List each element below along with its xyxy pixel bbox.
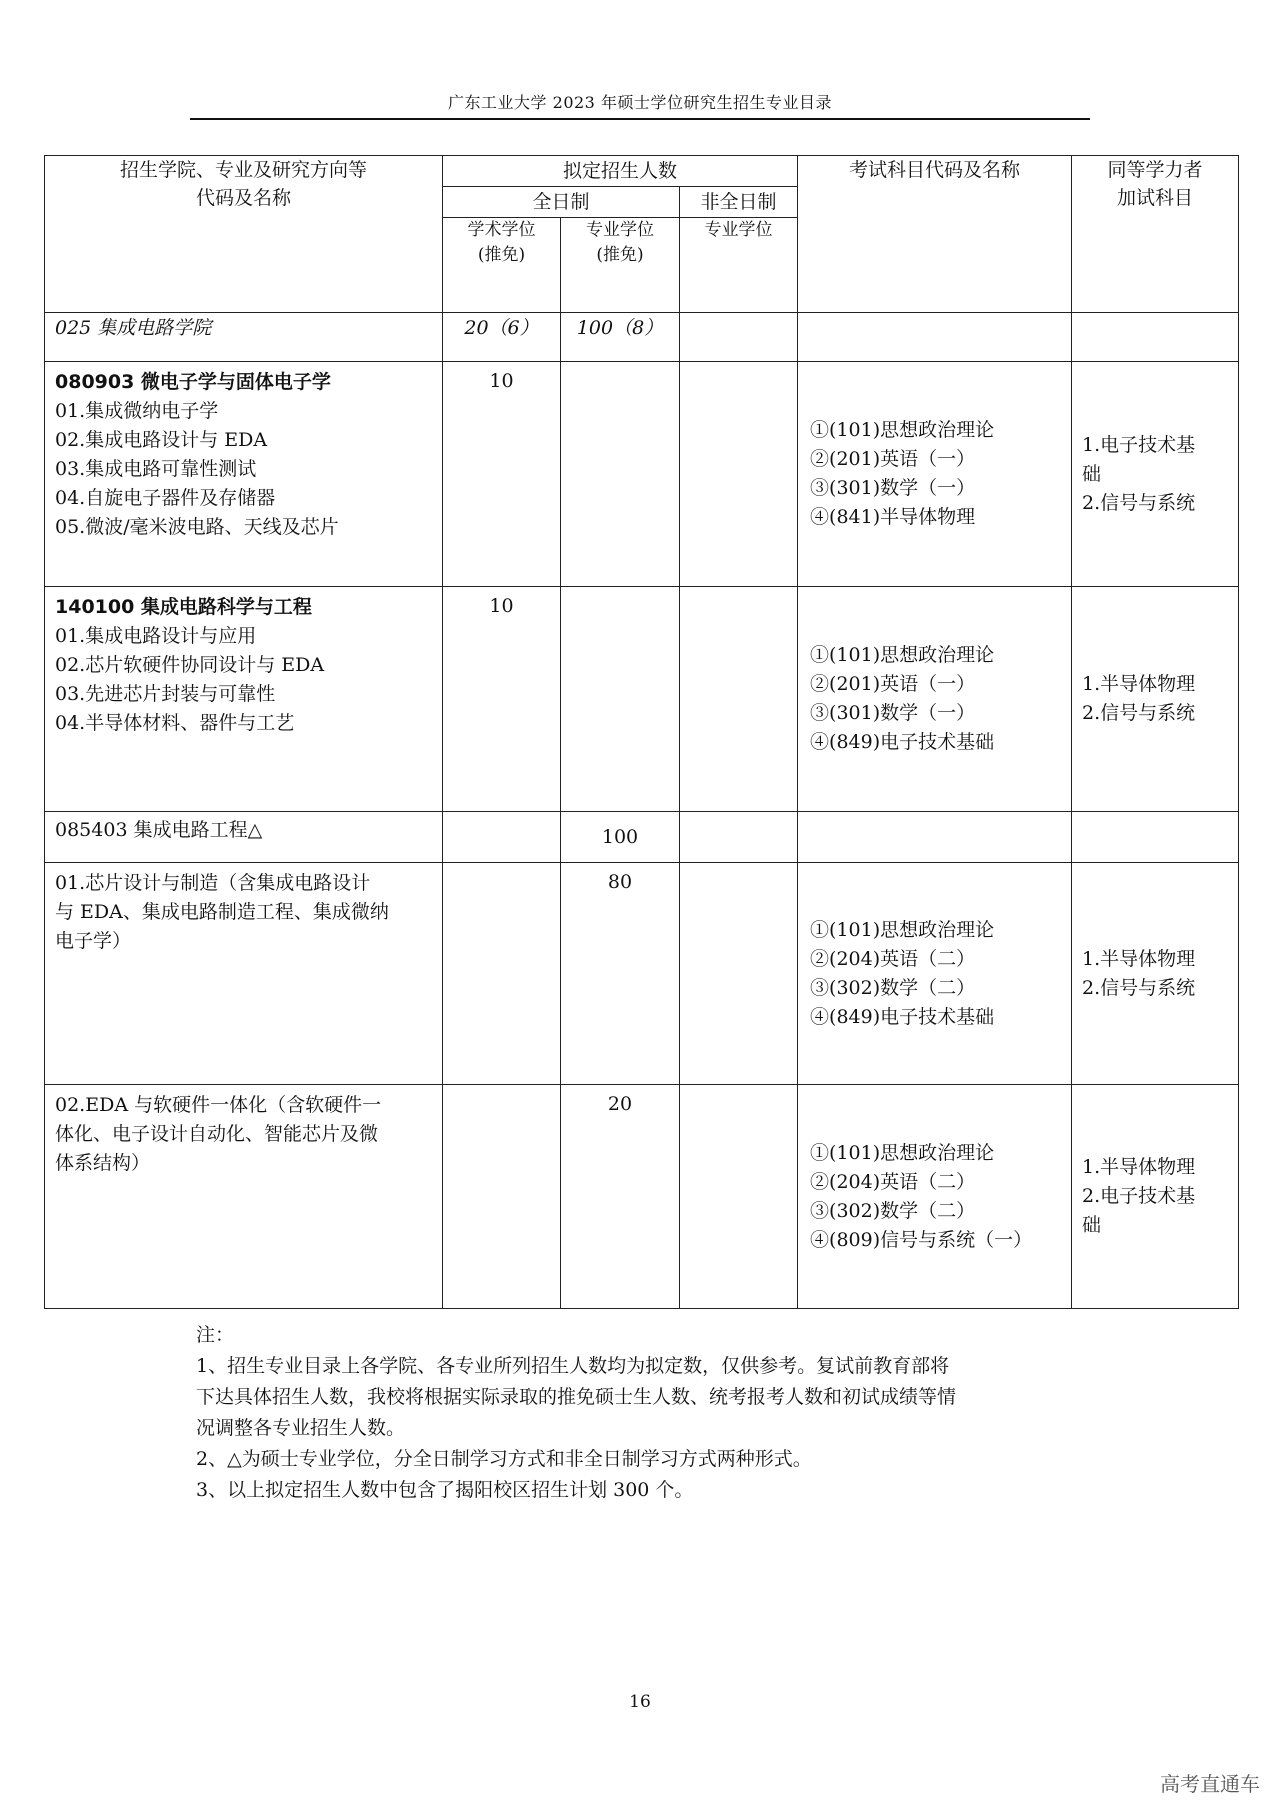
direction-cell: 02.EDA 与软硬件一体化（含软硬件一 体化、电子设计自动化、智能芯片及微 体系结构）	[45, 1085, 443, 1309]
academic-count: 10	[443, 362, 561, 587]
college-professional-count: 100（8）	[561, 313, 680, 362]
header-academic: 学术学位 (推免)	[443, 218, 561, 313]
major-title: 140100 集成电路科学与工程	[55, 596, 312, 618]
extra-subjects: 1.半导体物理 2.信号与系统	[1072, 863, 1239, 1085]
professional-count: 100	[561, 812, 680, 863]
direction-item: 04.半导体材料、器件与工艺	[55, 712, 295, 734]
direction-item: 01.集成微纳电子学	[55, 400, 219, 422]
notes-label: 注：	[196, 1324, 235, 1346]
direction-item: 03.集成电路可靠性测试	[55, 458, 257, 480]
header-parttime: 非全日制	[680, 187, 798, 218]
college-row	[45, 313, 1239, 362]
exam-subjects: ①(101)思想政治理论 ②(201)英语（一） ③(301)数学（一） ④(849)电子技术基础	[798, 587, 1072, 812]
major-title: 085403 集成电路工程△	[45, 812, 443, 863]
direction-item: 03.先进芯片封装与可靠性	[55, 683, 276, 705]
table-row	[45, 863, 1239, 1085]
header-professional: 专业学位 (推免)	[561, 218, 680, 313]
watermark: 高考直通车	[1160, 1772, 1260, 1796]
header-parttime-professional: 专业学位	[680, 218, 798, 313]
exam-subjects: ①(101)思想政治理论 ②(204)英语（二） ③(302)数学（二） ④(849)电子技术基础	[798, 863, 1072, 1085]
extra-subjects: 1.电子技术基 础 2.信号与系统	[1072, 362, 1239, 587]
extra-subjects: 1.半导体物理 2.信号与系统	[1072, 587, 1239, 812]
major-cell	[45, 362, 443, 587]
direction-item: 05.微波/毫米波电路、天线及芯片	[55, 516, 339, 538]
table-row	[45, 812, 1239, 863]
page-number: 16	[629, 1692, 651, 1712]
header-rule	[190, 118, 1090, 120]
extra-subjects: 1.半导体物理 2.电子技术基 础	[1072, 1085, 1239, 1309]
direction-cell: 01.芯片设计与制造（含集成电路设计 与 EDA、集成电路制造工程、集成微纳 电子学）	[45, 863, 443, 1085]
major-title: 080903 微电子学与固体电子学	[55, 371, 331, 393]
direction-item: 04.自旋电子器件及存储器	[55, 487, 276, 509]
direction-item: 02.集成电路设计与 EDA	[55, 429, 268, 451]
professional-count: 20	[561, 1085, 680, 1309]
exam-subjects: ①(101)思想政治理论 ②(204)英语（二） ③(302)数学（二） ④(809)信号与系统（一）	[798, 1085, 1072, 1309]
note-line: 2、△为硕士专业学位，分全日制学习方式和非全日制学习方式两种形式。	[196, 1448, 812, 1470]
professional-count: 80	[561, 863, 680, 1085]
table-row	[45, 587, 1239, 812]
enrollment-catalog-table	[44, 155, 1239, 1309]
note-line: 况调整各专业招生人数。	[196, 1417, 406, 1439]
college-name: 025 集成电路学院	[45, 313, 443, 362]
table-row	[45, 362, 1239, 587]
direction-item: 02.芯片软硬件协同设计与 EDA	[55, 654, 325, 676]
header-exam: 考试科目代码及名称	[798, 156, 1072, 313]
note-line: 1、招生专业目录上各学院、各专业所列招生人数均为拟定数，仅供参考。复试前教育部将	[196, 1355, 950, 1377]
exam-subjects: ①(101)思想政治理论 ②(201)英语（一） ③(301)数学（一） ④(841)半导体物理	[798, 362, 1072, 587]
header-quota: 拟定招生人数	[443, 156, 798, 187]
major-cell	[45, 587, 443, 812]
academic-count: 10	[443, 587, 561, 812]
header-fulltime: 全日制	[443, 187, 680, 218]
header-extra: 同等学力者 加试科目	[1072, 156, 1239, 313]
direction-item: 01.集成电路设计与应用	[55, 625, 257, 647]
header-major: 招生学院、专业及研究方向等 代码及名称	[45, 156, 443, 313]
page-title: 广东工业大学 2023 年硕士学位研究生招生专业目录	[448, 93, 832, 112]
table-row	[45, 1085, 1239, 1309]
notes	[196, 1320, 1096, 1506]
college-academic-count: 20（6）	[443, 313, 561, 362]
note-line: 下达具体招生人数，我校将根据实际录取的推免硕士生人数、统考报考人数和初试成绩等情	[196, 1386, 957, 1408]
note-line: 3、以上拟定招生人数中包含了揭阳校区招生计划 300 个。	[196, 1479, 694, 1501]
